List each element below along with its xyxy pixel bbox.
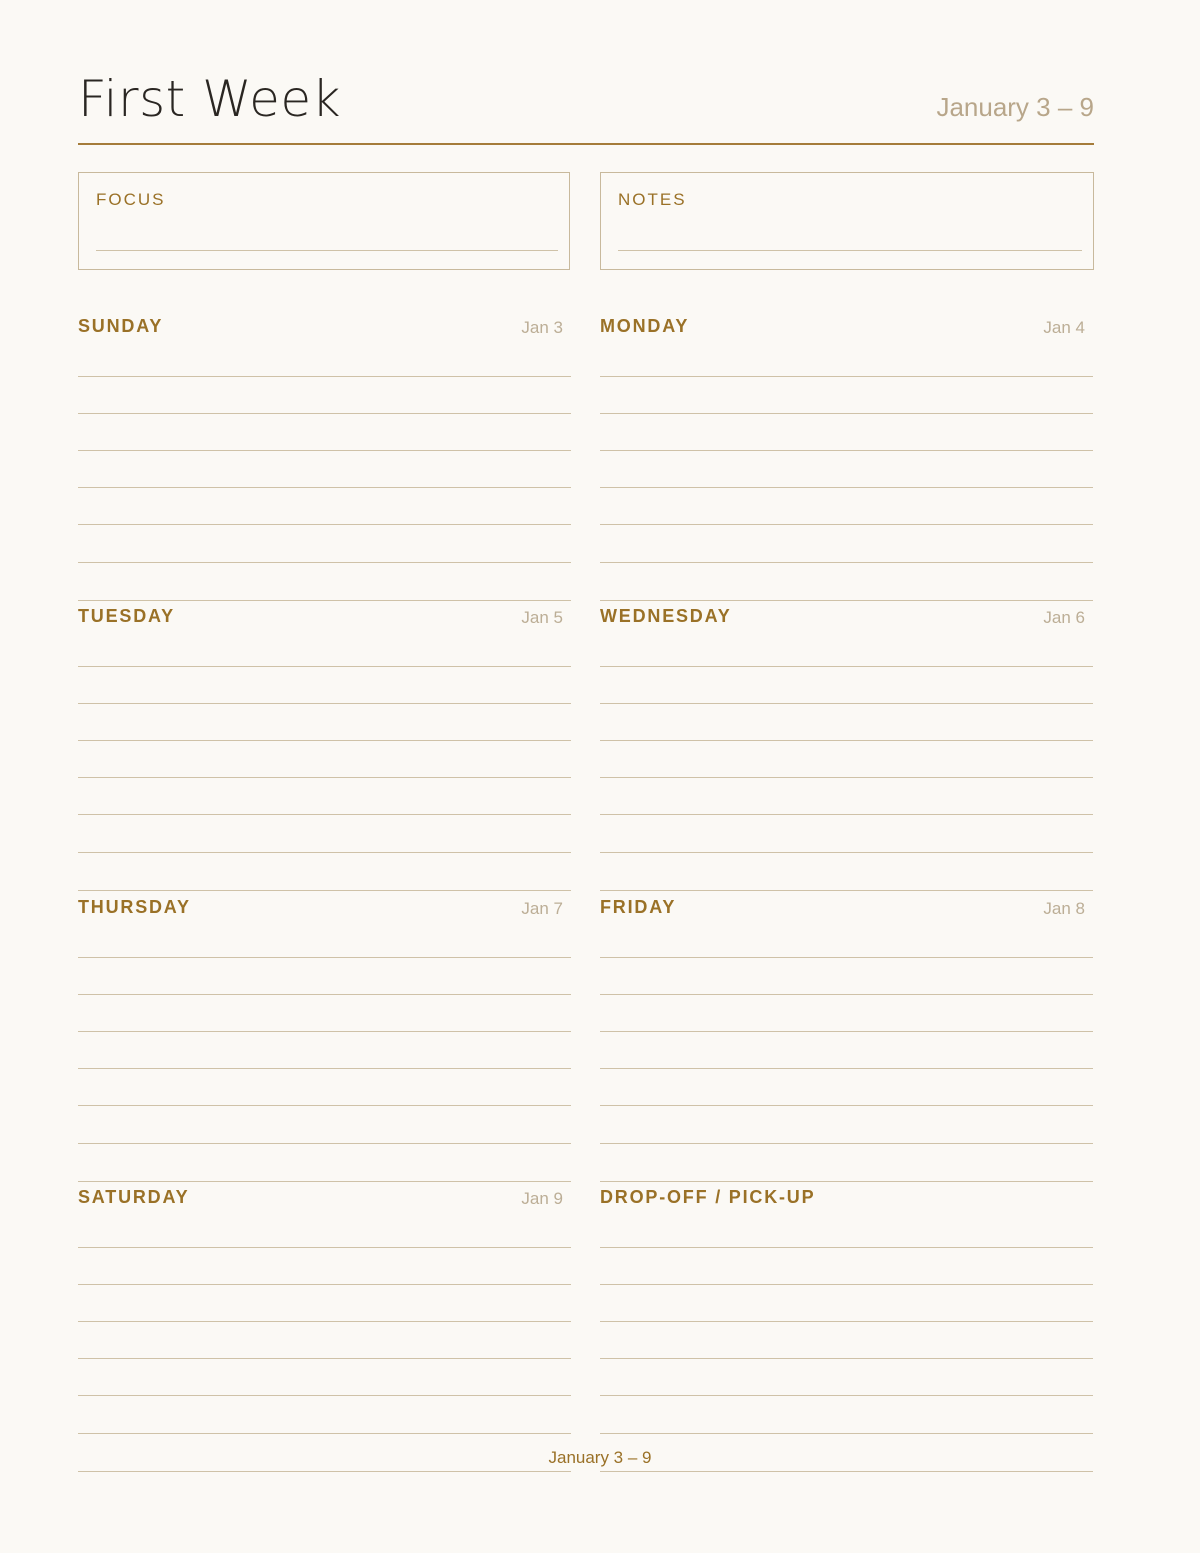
writing-line[interactable] — [78, 1471, 571, 1472]
writing-line[interactable] — [600, 890, 1093, 891]
writing-line[interactable] — [600, 562, 1093, 563]
writing-line[interactable] — [78, 852, 571, 853]
writing-line[interactable] — [600, 666, 1093, 667]
writing-line[interactable] — [78, 376, 571, 377]
writing-line[interactable] — [78, 1247, 571, 1248]
writing-line[interactable] — [600, 487, 1093, 488]
writing-line[interactable] — [600, 413, 1093, 414]
writing-line[interactable] — [600, 1247, 1093, 1248]
day-label: DROP-OFF / PICK-UP — [600, 1187, 816, 1207]
writing-line[interactable] — [78, 413, 571, 414]
day-label: WEDNESDAY — [600, 606, 732, 626]
day-date: Jan 4 — [1043, 318, 1085, 337]
day-label: SATURDAY — [78, 1187, 190, 1207]
writing-line[interactable] — [78, 1105, 571, 1106]
writing-line[interactable] — [78, 1433, 571, 1434]
writing-line[interactable] — [600, 814, 1093, 815]
day-date: Jan 5 — [521, 608, 563, 627]
writing-line[interactable] — [600, 777, 1093, 778]
date-range: January 3 – 9 — [936, 92, 1094, 122]
writing-line[interactable] — [600, 524, 1093, 525]
writing-line[interactable] — [78, 600, 571, 601]
writing-line[interactable] — [600, 994, 1093, 995]
writing-line[interactable] — [600, 1395, 1093, 1396]
writing-line[interactable] — [78, 562, 571, 563]
writing-line[interactable] — [600, 1284, 1093, 1285]
page-title: First Week — [78, 70, 342, 128]
writing-line[interactable] — [600, 1471, 1093, 1472]
day-label: TUESDAY — [78, 606, 175, 626]
writing-line[interactable] — [600, 1031, 1093, 1032]
writing-line[interactable] — [78, 740, 571, 741]
notes-writing-line[interactable] — [618, 250, 1082, 251]
writing-line[interactable] — [78, 1358, 571, 1359]
writing-line[interactable] — [78, 1031, 571, 1032]
focus-box[interactable] — [78, 172, 570, 270]
day-date: Jan 8 — [1043, 899, 1085, 918]
notes-label: NOTES — [618, 190, 687, 209]
day-label: THURSDAY — [78, 897, 191, 917]
writing-line[interactable] — [600, 1358, 1093, 1359]
writing-line[interactable] — [600, 703, 1093, 704]
writing-line[interactable] — [78, 524, 571, 525]
writing-line[interactable] — [78, 777, 571, 778]
writing-line[interactable] — [600, 1143, 1093, 1144]
writing-line[interactable] — [600, 1068, 1093, 1069]
day-date: Jan 6 — [1043, 608, 1085, 627]
writing-line[interactable] — [600, 1181, 1093, 1182]
writing-line[interactable] — [78, 487, 571, 488]
writing-line[interactable] — [600, 852, 1093, 853]
writing-line[interactable] — [600, 1321, 1093, 1322]
day-date: Jan 7 — [521, 899, 563, 918]
writing-line[interactable] — [78, 890, 571, 891]
writing-line[interactable] — [600, 376, 1093, 377]
writing-line[interactable] — [78, 666, 571, 667]
day-date: Jan 9 — [521, 1189, 563, 1208]
day-label: SUNDAY — [78, 316, 164, 336]
writing-line[interactable] — [78, 703, 571, 704]
writing-line[interactable] — [78, 1284, 571, 1285]
writing-line[interactable] — [78, 957, 571, 958]
writing-line[interactable] — [600, 957, 1093, 958]
writing-line[interactable] — [78, 450, 571, 451]
footer-date-range: January 3 – 9 — [548, 1448, 652, 1467]
writing-line[interactable] — [600, 600, 1093, 601]
notes-box[interactable] — [600, 172, 1094, 270]
writing-line[interactable] — [78, 994, 571, 995]
writing-line[interactable] — [78, 1068, 571, 1069]
day-date: Jan 3 — [521, 318, 563, 337]
focus-writing-line[interactable] — [96, 250, 558, 251]
focus-label: FOCUS — [96, 190, 166, 209]
writing-line[interactable] — [600, 740, 1093, 741]
writing-line[interactable] — [600, 450, 1093, 451]
writing-line[interactable] — [78, 1181, 571, 1182]
writing-line[interactable] — [600, 1105, 1093, 1106]
writing-line[interactable] — [78, 1321, 571, 1322]
writing-line[interactable] — [78, 1143, 571, 1144]
writing-line[interactable] — [78, 814, 571, 815]
day-label: FRIDAY — [600, 897, 677, 917]
day-label: MONDAY — [600, 316, 690, 336]
header-divider — [78, 143, 1094, 145]
writing-line[interactable] — [78, 1395, 571, 1396]
writing-line[interactable] — [600, 1433, 1093, 1434]
